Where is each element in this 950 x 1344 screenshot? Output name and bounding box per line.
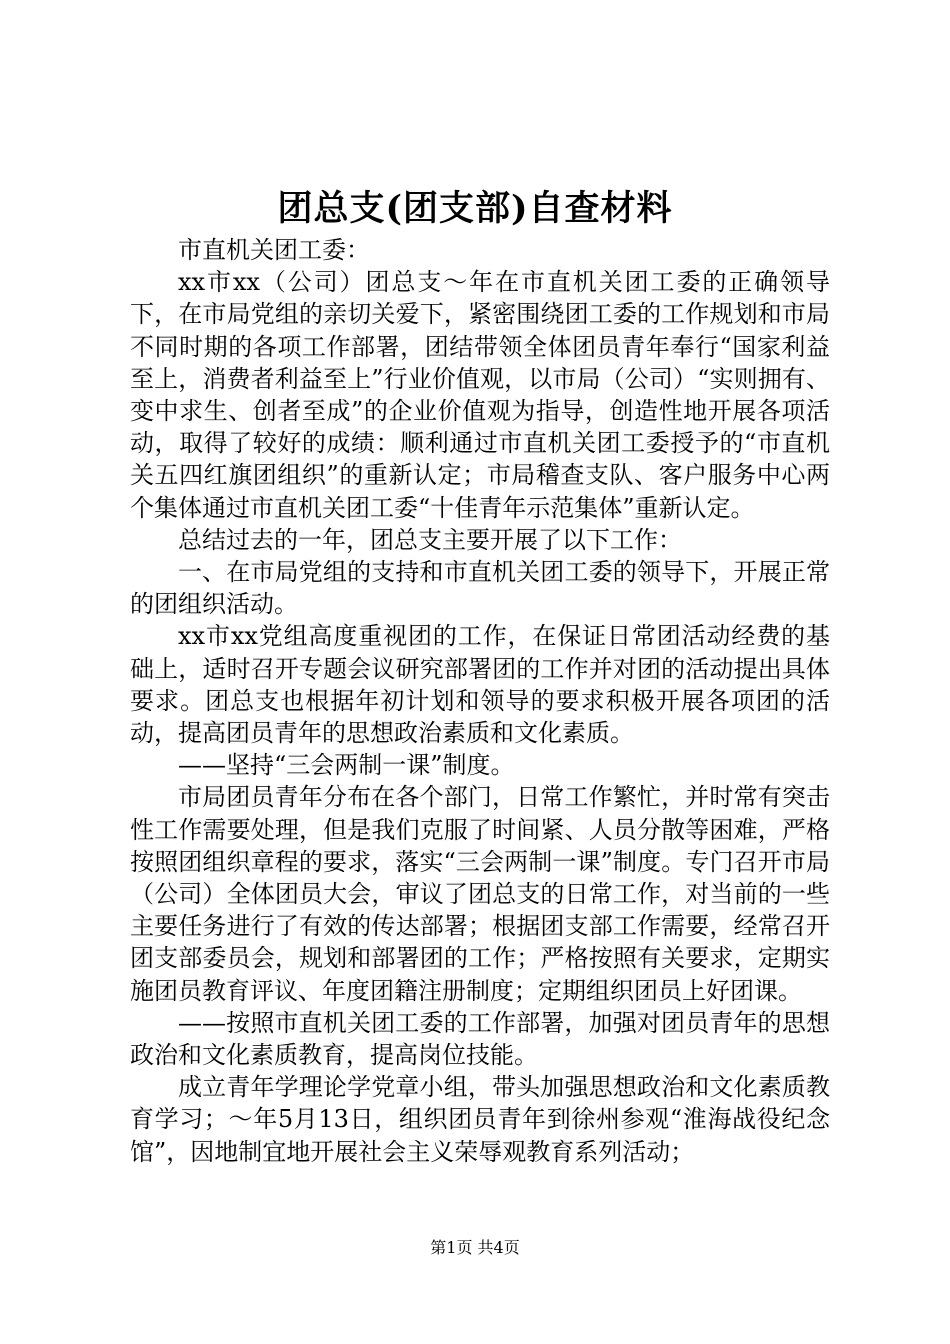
page-footer: 第1页 共4页	[430, 1238, 520, 1257]
body-paragraph: xx市xx党组高度重视团的工作，在保证日常团活动经费的基础上，适时召开专题会议研究部署团的工作并对团的活动提出具体要求。团总支也根据年初计划和领导的要求积极开展各项团的活动，提高团员青年的思想政治素质和文化素质。	[130, 622, 830, 748]
subsection-heading: ——按照市直机关团工委的工作部署，加强对团员青年的思想政治和文化素质教育，提高岗位技能。	[130, 1008, 830, 1070]
body-paragraph: 成立青年学理论学党章小组，带头加强思想政治和文化素质教育学习；～年5月13日，组织团员青年到徐州参观“淮海战役纪念馆”，因地制宜地开展社会主义荣辱观教育系列活动；	[130, 1073, 830, 1166]
document-body	[130, 234, 830, 1168]
section-heading-1: 一、在市局党组的支持和市直机关团工委的领导下，开展正常的团组织活动。	[130, 558, 830, 619]
body-paragraph: 市局团员青年分布在各个部门，日常工作繁忙，并时常有突击性工作需要处理，但是我们克服了时间紧、人员分散等困难，严格按照团组织章程的要求，落实“三会两制一课”制度。专门召开市局（公司）全体团员大会，审议了团总支的日常工作，对当前的一些主要任务进行了有效的传达部署；根据团支部工作需要，经常召开团支部委员会，规划和部署团的工作；严格按照有关要求，定期实施团员教育评议、年度团籍注册制度；定期组织团员上好团课。	[130, 783, 830, 1005]
salutation-paragraph: 市直机关团工委：	[178, 236, 370, 264]
summary-lead-paragraph: 总结过去的一年，团总支主要开展了以下工作：	[178, 525, 682, 554]
document-title: 团总支(团支部)自查材料	[277, 188, 673, 229]
subsection-heading: ——坚持“三会两制一课”制度。	[178, 751, 515, 780]
intro-paragraph: xx市xx（公司）团总支～年在市直机关团工委的正确领导下，在市局党组的亲切关爱下，紧密围绕团工委的工作规划和市局不同时期的各项工作部署，团结带领全体团员青年奉行“国家利益至上，消费者利益至上”行业价值观，以市局（公司）“实则拥有、变中求生、创者至成”的企业价值观为指导，创造性地开展各项活动，取得了较好的成绩：顺利通过市直机关团工委授予的“市直机关五四红旗团组织”的重新认定；市局稽查支队、客户服务中心两个集体通过市直机关团工委“十佳青年示范集体”重新认定。	[130, 268, 830, 522]
